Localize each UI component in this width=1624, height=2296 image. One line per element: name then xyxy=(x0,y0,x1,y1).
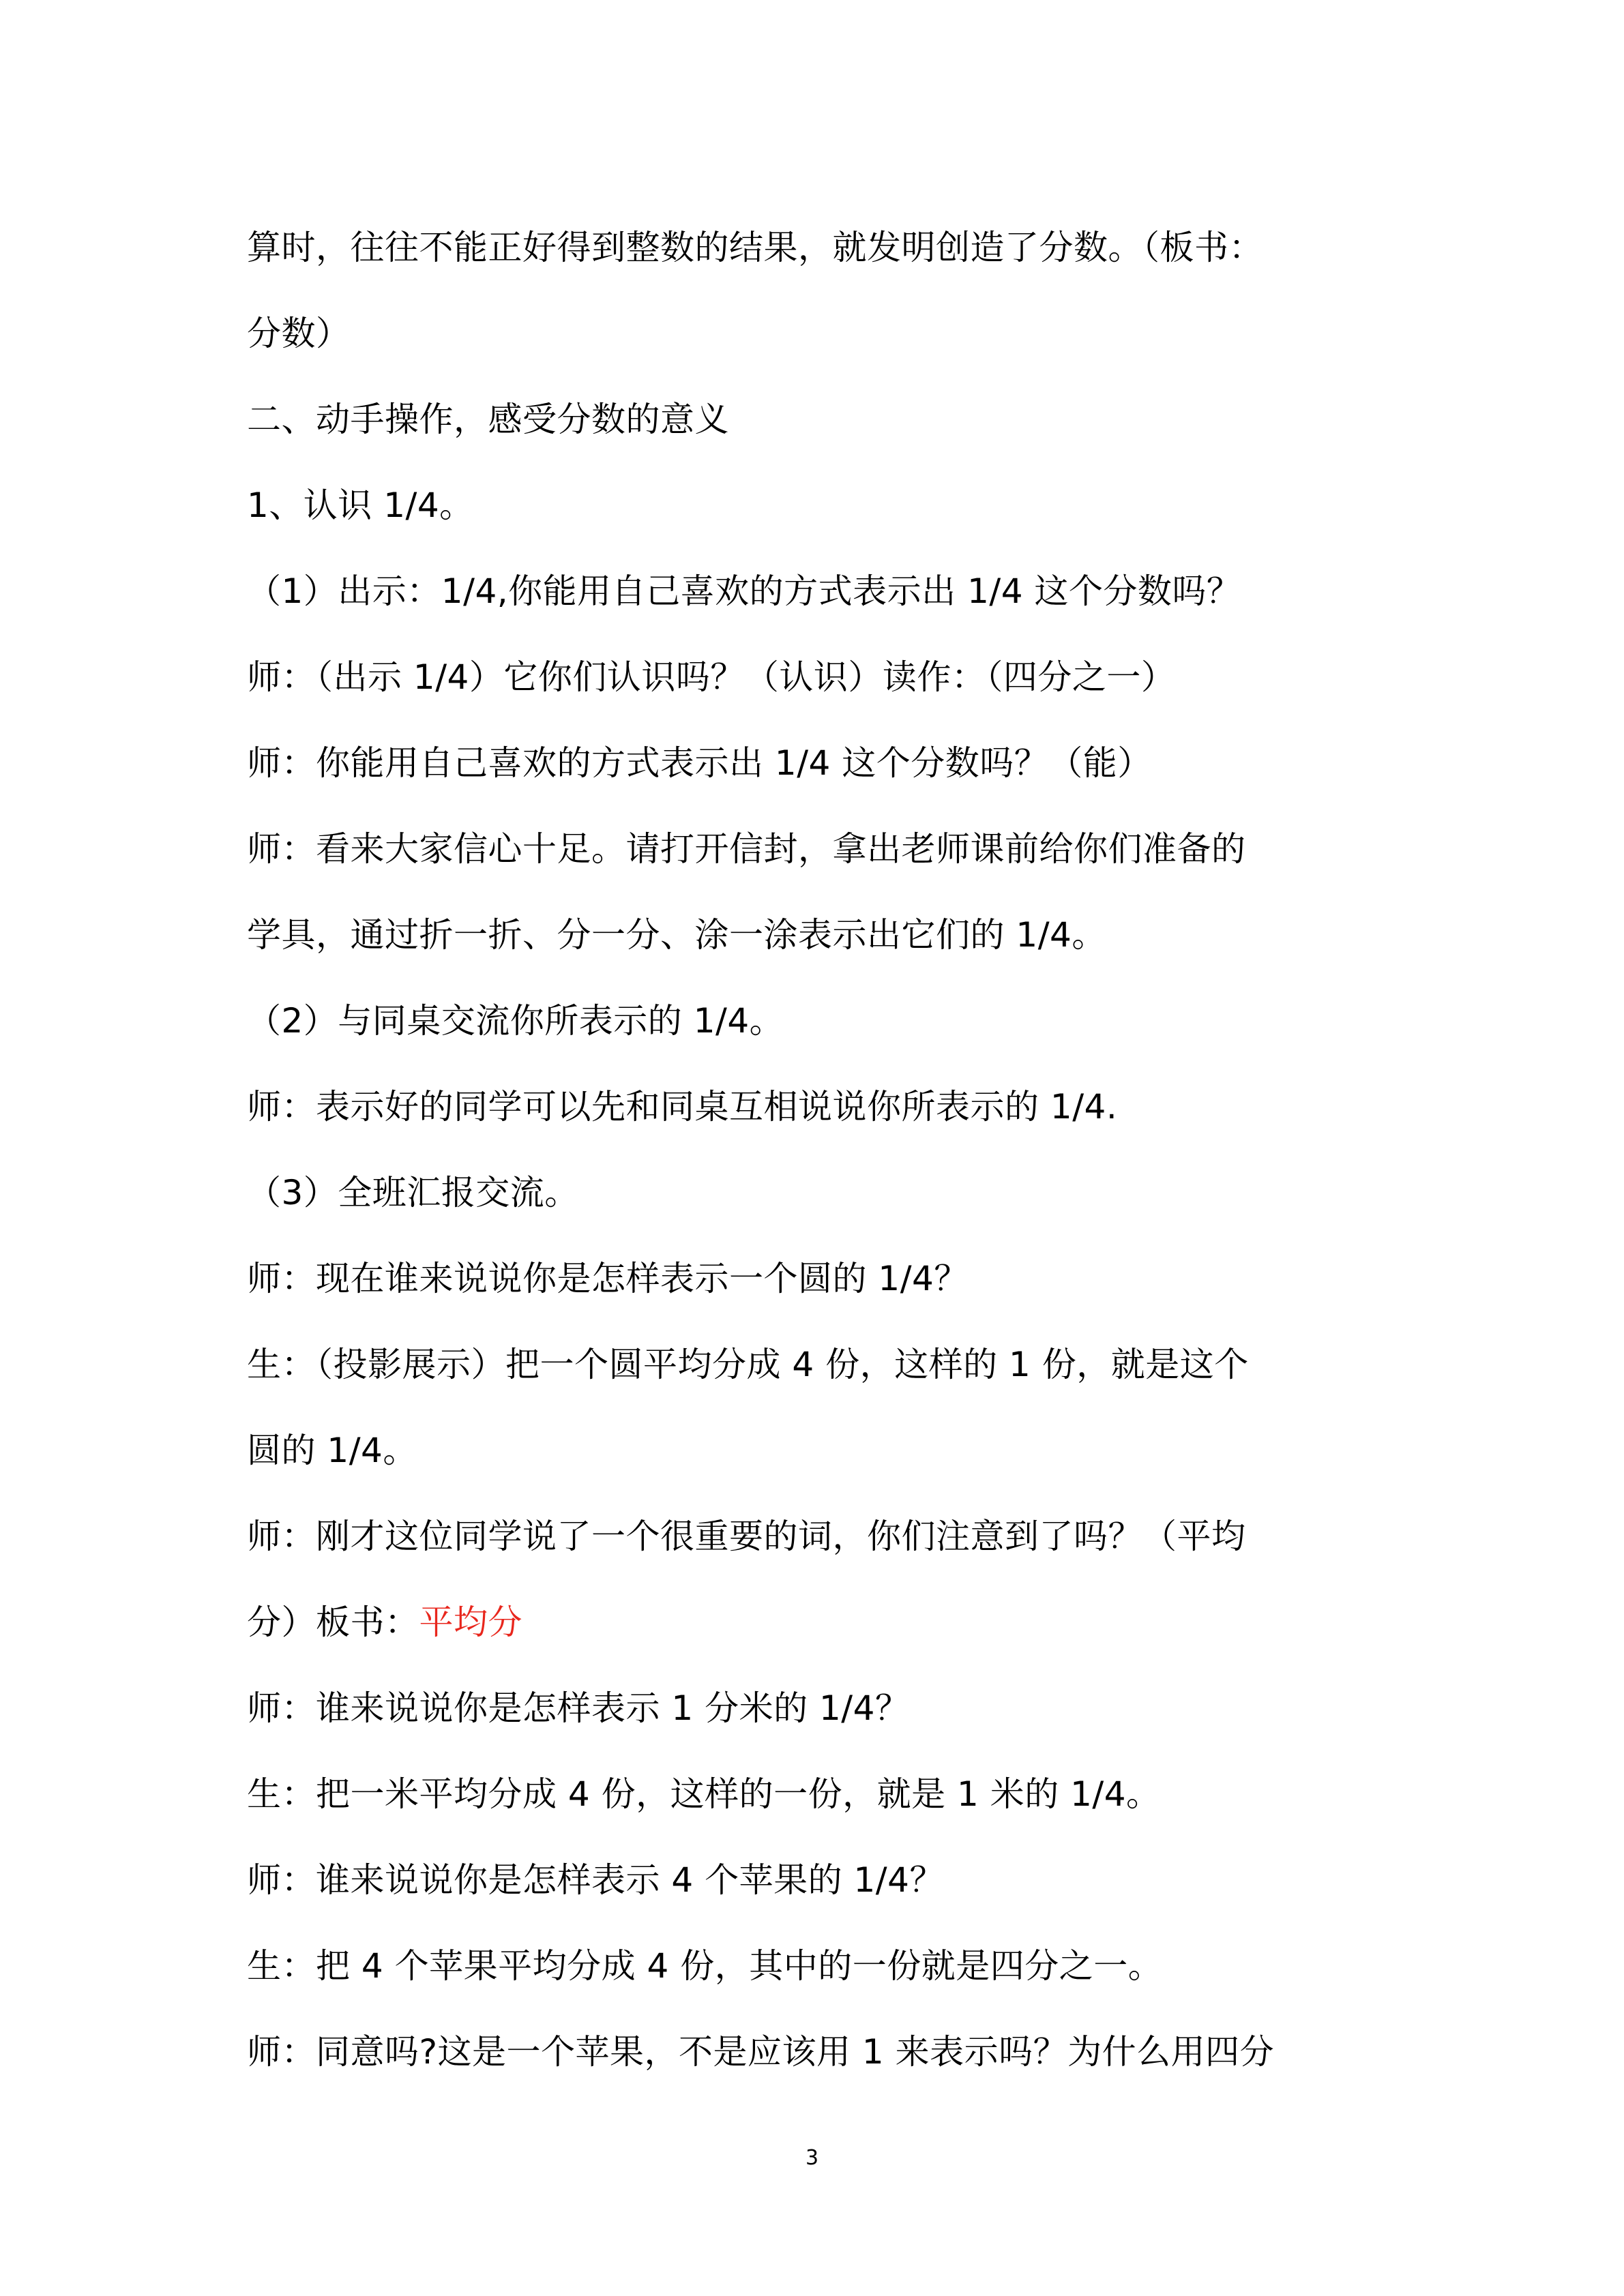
text-line: （3）全班汇报交流。 xyxy=(247,1173,579,1212)
text-line: 师：谁来说说你是怎样表示 1 分米的 1/4？ xyxy=(247,1688,910,1728)
text-line: 圆的 1/4。 xyxy=(247,1431,417,1470)
text-line: 师：（出示 1/4）它你们认识吗？（认识）读作：（四分之一） xyxy=(247,657,1176,697)
text-line: 师：看来大家信心十足。请打开信封，拿出老师课前给你们准备的 xyxy=(247,829,1246,869)
text-line: 师：你能用自己喜欢的方式表示出 1/4 这个分数吗？（能） xyxy=(247,743,1152,783)
text-line: 师：谁来说说你是怎样表示 4 个苹果的 1/4？ xyxy=(247,1860,944,1900)
text-line-with-highlight xyxy=(247,1579,1420,1665)
page-number: 3 xyxy=(805,2146,819,2170)
text-line: 师：同意吗?这是一个苹果，不是应该用 1 来表示吗？为什么用四分 xyxy=(247,2032,1275,2072)
text-line: 算时，往往不能正好得到整数的结果，就发明创造了分数。（板书： xyxy=(247,228,1263,267)
text-line: 师：现在谁来说说你是怎样表示一个圆的 1/4？ xyxy=(247,1259,969,1298)
text-line: 学具，通过折一折、分一分、涂一涂表示出它们的 1/4。 xyxy=(247,915,1106,955)
text-line: 分数） xyxy=(247,314,351,353)
text-line: 师：刚才这位同学说了一个很重要的词，你们注意到了吗？（平均 xyxy=(247,1517,1246,1556)
highlighted-term: 平均分 xyxy=(419,1602,522,1642)
text-segment: 分）板书： xyxy=(247,1602,419,1642)
subsection-heading: 1、认识 1/4。 xyxy=(247,486,474,525)
text-line: （1）出示：1/4,你能用自己喜欢的方式表示出 1/4 这个分数吗？ xyxy=(247,571,1241,611)
document-body xyxy=(247,205,1420,2095)
text-line: 生：把一米平均分成 4 份，这样的一份，就是 1 米的 1/4。 xyxy=(247,1774,1161,1814)
text-line: 师：表示好的同学可以先和同桌互相说说你所表示的 1/4. xyxy=(247,1087,1118,1127)
section-heading: 二、动手操作，感受分数的意义 xyxy=(247,400,729,439)
text-line: 生：（投影展示）把一个圆平均分成 4 份，这样的 1 份，就是这个 xyxy=(247,1345,1249,1384)
text-line: （2）与同桌交流你所表示的 1/4。 xyxy=(247,1001,784,1041)
text-line: 生：把 4 个苹果平均分成 4 份，其中的一份就是四分之一。 xyxy=(247,1946,1163,1986)
